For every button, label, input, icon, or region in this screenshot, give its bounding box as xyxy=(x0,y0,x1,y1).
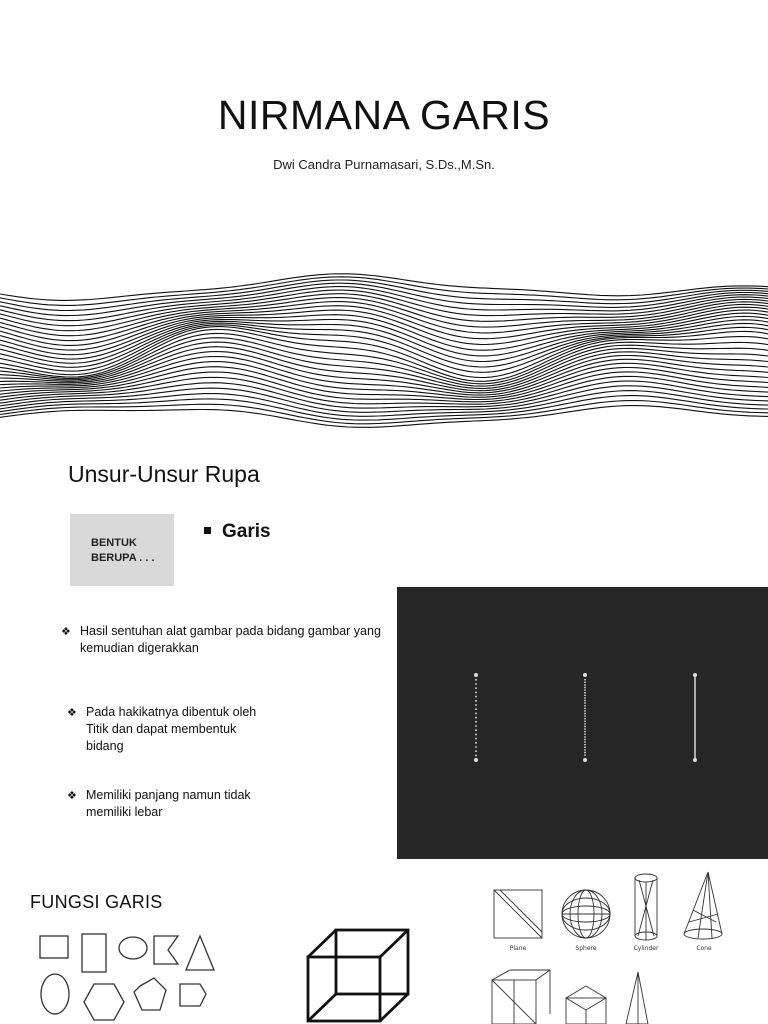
point-item xyxy=(67,787,256,821)
solid-label: Sphere xyxy=(575,945,597,952)
wireframe-cube-icon xyxy=(300,927,416,1024)
solid-label: Plane xyxy=(509,945,527,952)
author-name: Dwi Candra Purnamasari, S.Ds.,M.Sn. xyxy=(273,157,495,172)
square-bullet-icon xyxy=(204,527,211,534)
wave-line xyxy=(0,406,768,428)
basic-shapes-illustration xyxy=(28,928,228,1024)
section-heading: Unsur-Unsur Rupa xyxy=(68,461,260,487)
wave-line xyxy=(0,302,768,341)
solid-label: Cylinder xyxy=(633,945,659,952)
point-text: Pada hakikatnya dibentuk oleh Titik dan dapat membentuk bidang xyxy=(86,705,257,753)
point-text: Memiliki panjang namun tidak memiliki lebar xyxy=(86,788,251,819)
point-item xyxy=(67,704,276,755)
bentuk-box xyxy=(70,514,174,586)
garis-bullet xyxy=(204,521,271,543)
solid-label: Cone xyxy=(696,945,712,952)
page-title: NIRMANA GARIS xyxy=(217,92,551,138)
point-item xyxy=(61,623,400,657)
fungsi-heading: FUNGSI GARIS xyxy=(30,892,163,912)
wave-line xyxy=(0,274,768,301)
garis-title: Garis xyxy=(222,521,271,542)
dense-dotted-line-icon xyxy=(583,673,587,762)
diamond-bullet-icon: ❖ xyxy=(67,789,77,802)
diamond-bullet-icon: ❖ xyxy=(61,625,71,638)
cover-slide xyxy=(0,0,768,440)
wave-line-art xyxy=(0,268,768,436)
fungsi-slide xyxy=(0,865,768,1024)
geometric-solids-illustration xyxy=(486,868,726,1024)
unsur-slide xyxy=(0,440,768,865)
line-demo-panel xyxy=(397,587,768,859)
point-text: Hasil sentuhan alat gambar pada bidang gambar yang kemudian digerakkan xyxy=(80,624,381,655)
bentuk-label: BENTUK BERUPA . . . xyxy=(91,537,155,564)
diamond-bullet-icon: ❖ xyxy=(67,706,77,719)
dot-lines-illustration xyxy=(397,587,768,859)
